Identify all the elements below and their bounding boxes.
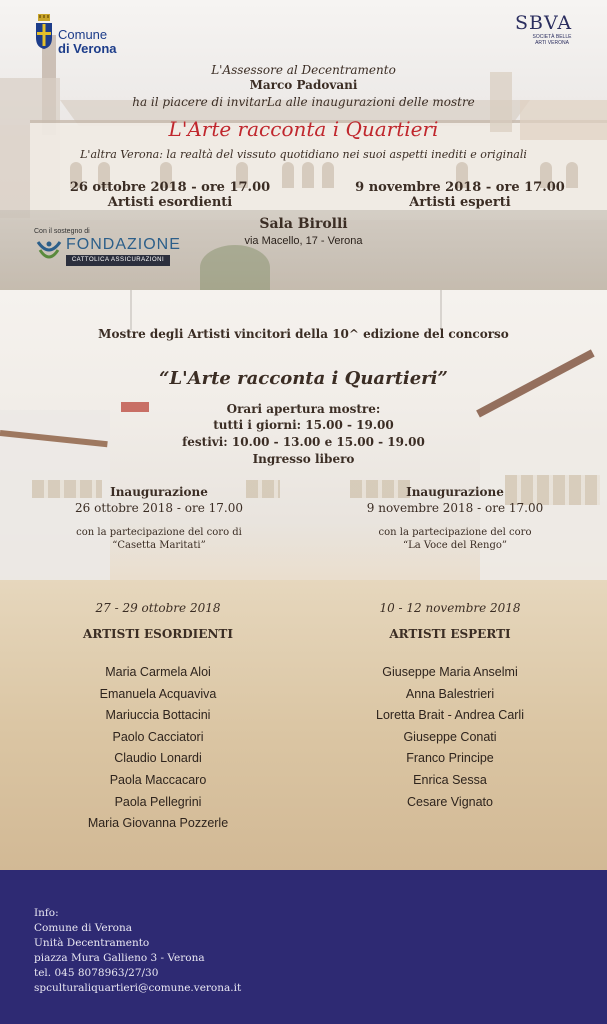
exhibition-title-quoted: “L'Arte racconta i Quartieri” [159, 368, 448, 389]
artist-name: Anna Balestrieri [405, 686, 495, 701]
comune-label: Comune [58, 27, 108, 42]
info-department: Unità Decentramento [34, 937, 150, 949]
sbva-initials: SBVA [515, 12, 573, 34]
info-label: Info: [34, 907, 59, 919]
inauguration-heading: Inaugurazione [406, 485, 504, 499]
artist-name: Paola Maccacaro [109, 772, 207, 787]
info-email[interactable]: spculturaliquartieri@comune.verona.it [34, 982, 242, 994]
opening-hours-holidays: festivi: 10.00 - 13.00 e 15.00 - 19.00 [182, 435, 425, 449]
date-range-left: 27 - 29 ottobre 2018 [95, 601, 221, 615]
free-entry: Ingresso libero [252, 452, 355, 466]
fondazione-logo-icon [34, 236, 64, 266]
opening-date: 26 ottobre 2018 - ore 17.00 [69, 180, 271, 195]
verona-coat-of-arms-icon [34, 14, 54, 50]
artist-name: Paola Pellegrini [114, 794, 202, 809]
artist-list-right [330, 662, 570, 813]
inauguration-heading: Inaugurazione [110, 485, 208, 499]
artist-name: Enrica Sessa [413, 772, 487, 787]
choir-note [44, 526, 274, 552]
ceiling-light-image [440, 290, 442, 330]
sponsor-subtitle: CATTOLICA ASSICURAZIONI [66, 255, 170, 266]
info-address: piazza Mura Gallieno 3 - Verona [34, 952, 205, 964]
venue-name: Sala Birolli [259, 216, 348, 232]
sponsor-name: FONDAZIONE [66, 236, 181, 253]
artist-name: Paolo Cacciatori [112, 729, 204, 744]
opening-group: Artisti esordienti [107, 195, 233, 210]
inauguration-date: 26 ottobre 2018 - ore 17.00 [75, 501, 243, 515]
artist-name: Emanuela Acquaviva [99, 686, 217, 701]
artist-name: Cesare Vignato [407, 794, 493, 809]
gallery-panel [0, 290, 607, 870]
artist-name: Maria Carmela Aloi [105, 665, 211, 679]
choir-name: “La Voce del Rengo” [402, 540, 508, 551]
info-organisation: Comune di Verona [34, 922, 133, 934]
invitation-line: ha il piacere di invitarLa alle inaugurazioni delle mostre [132, 95, 475, 109]
choir-line: con la partecipazione del coro di [76, 527, 242, 538]
exhibition-title: L'Arte racconta i Quartieri [168, 117, 439, 141]
competition-heading: Mostre degli Artisti vincitori della 10^ edizione del concorso [98, 327, 509, 341]
choir-note [340, 526, 570, 552]
inauguration-right [340, 484, 570, 552]
ceiling-light-image [130, 290, 132, 330]
artist-name: Giuseppe Conati [403, 729, 497, 744]
artist-name: Giuseppe Maria Anselmi [382, 665, 518, 679]
info-phone: tel. 045 8078963/27/30 [34, 967, 159, 979]
inauguration-date: 9 novembre 2018 - ore 17.00 [366, 501, 544, 515]
city-label: di Verona [58, 41, 117, 56]
host-name: Marco Padovani [249, 78, 358, 92]
inauguration-left [44, 484, 274, 552]
artist-name: Loretta Brait - Andrea Carli [376, 708, 524, 723]
sbva-caption: SOCIETÀ BELLE ARTI VERONA [532, 34, 572, 46]
choir-name: “Casetta Maritati” [112, 540, 206, 551]
date-range-right: 10 - 12 novembre 2018 [379, 601, 521, 615]
artist-name: Maria Giovanna Pozzerle [87, 816, 229, 831]
invitation-header [0, 0, 607, 290]
artist-name: Franco Principe [406, 751, 494, 766]
opening-date: 9 novembre 2018 - ore 17.00 [355, 180, 565, 195]
comune-logo-text [58, 28, 117, 56]
assessore-line: L'Assessore al Decentramento [211, 63, 396, 77]
window-image [302, 162, 314, 188]
opening-hours-weekdays: tutti i giorni: 15.00 - 19.00 [213, 418, 394, 432]
opening-left [40, 180, 300, 210]
info-footer [0, 870, 607, 1024]
opening-right [330, 180, 590, 210]
artist-list-left [38, 662, 278, 835]
opening-group: Artisti esperti [409, 195, 511, 210]
venue-address: via Macello, 17 - Verona [244, 235, 363, 247]
artist-name: Mariuccia Bottacini [105, 708, 211, 723]
category-left: ARTISTI ESORDIENTI [83, 627, 233, 641]
sbva-logo [515, 12, 575, 68]
choir-line: con la partecipazione del coro [378, 527, 532, 538]
exhibition-subtitle: L'altra Verona: la realtà del vissuto quotidiano nei suoi aspetti inediti e originali [80, 148, 527, 161]
contact-info [34, 906, 241, 996]
category-right: ARTISTI ESPERTI [389, 627, 511, 641]
artist-name: Claudio Lonardi [114, 751, 202, 766]
opening-hours-heading: Orari apertura mostre: [226, 402, 381, 416]
sponsor-note: Con il sostegno di [34, 228, 90, 235]
tree-image [200, 245, 270, 290]
